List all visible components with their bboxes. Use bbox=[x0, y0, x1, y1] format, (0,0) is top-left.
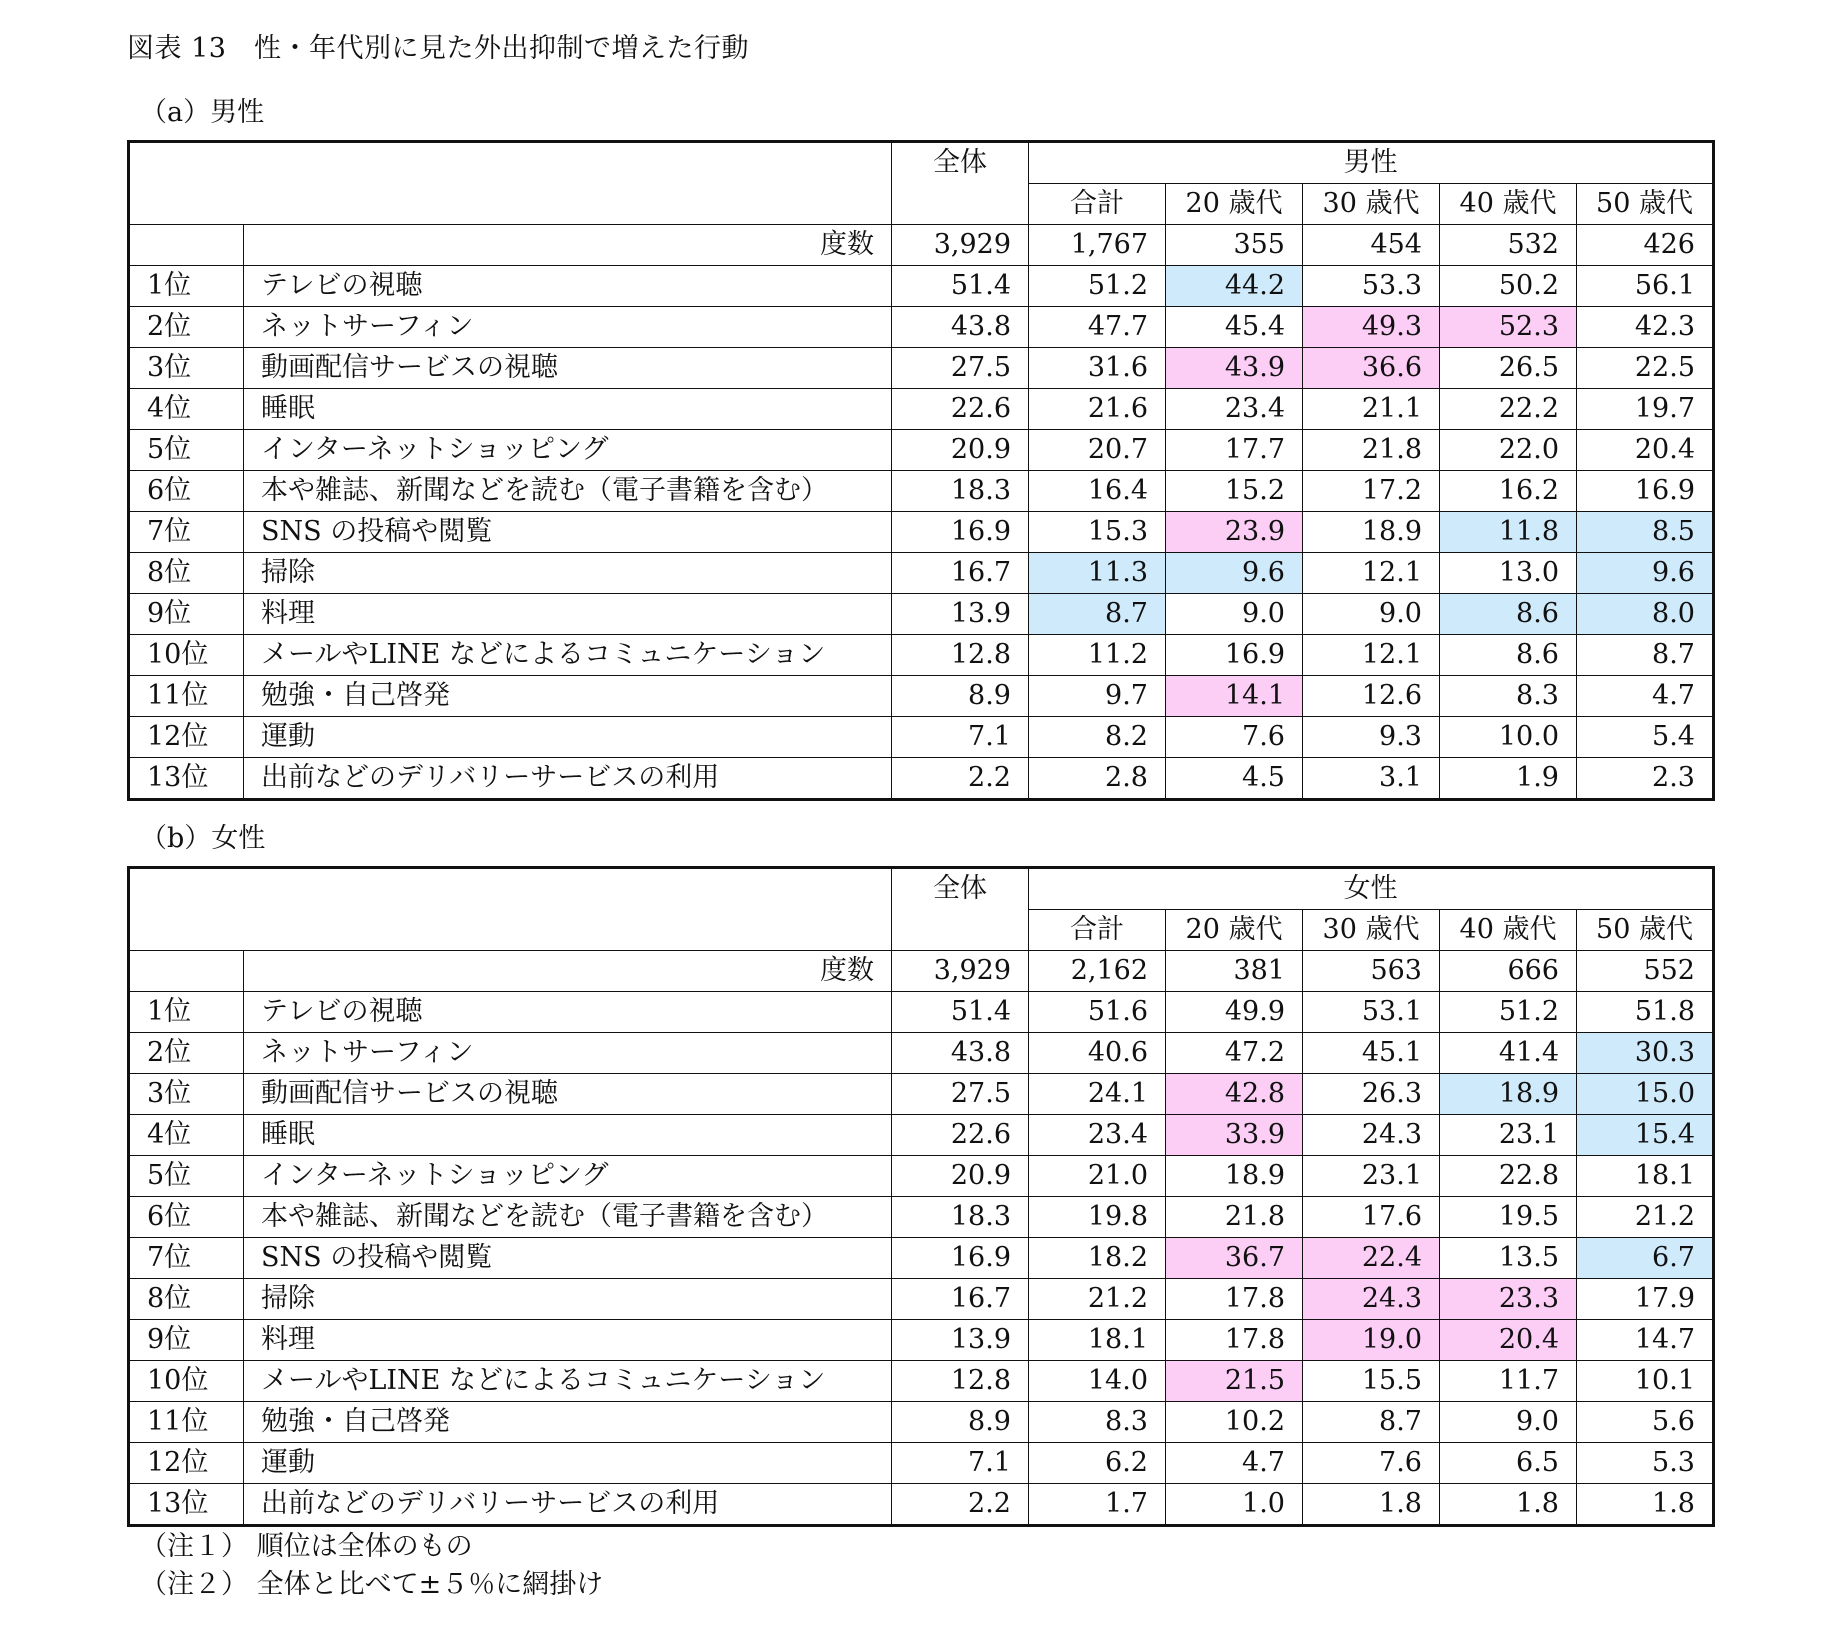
value-cell: 1.8 bbox=[1303, 1484, 1440, 1526]
rank-cell: 2位 bbox=[129, 307, 244, 348]
value-cell: 12.1 bbox=[1303, 635, 1440, 676]
table-row bbox=[129, 1115, 1714, 1156]
value-cell: 9.3 bbox=[1303, 717, 1440, 758]
activity-label: インターネットショッピング bbox=[244, 430, 892, 471]
value-cell: 12.6 bbox=[1303, 676, 1440, 717]
count-rank-blank bbox=[129, 225, 244, 266]
table-row bbox=[129, 1402, 1714, 1443]
header-total: 全体 bbox=[892, 868, 1029, 951]
value-cell: 11.7 bbox=[1440, 1361, 1577, 1402]
value-cell: 47.2 bbox=[1166, 1033, 1303, 1074]
value-cell: 24.3 bbox=[1303, 1115, 1440, 1156]
table-row bbox=[129, 1074, 1714, 1115]
table-row bbox=[129, 1320, 1714, 1361]
table-row bbox=[129, 1238, 1714, 1279]
table-row bbox=[129, 389, 1714, 430]
value-cell: 12.1 bbox=[1303, 553, 1440, 594]
value-cell: 8.7 bbox=[1577, 635, 1714, 676]
activity-label: 本や雑誌、新聞などを読む（電子書籍を含む） bbox=[244, 471, 892, 512]
count-cell: 355 bbox=[1166, 225, 1303, 266]
table-row bbox=[129, 307, 1714, 348]
rank-cell: 1位 bbox=[129, 266, 244, 307]
value-cell: 22.4 bbox=[1303, 1238, 1440, 1279]
rank-cell: 1位 bbox=[129, 992, 244, 1033]
value-cell: 23.4 bbox=[1029, 1115, 1166, 1156]
count-cell: 1,767 bbox=[1029, 225, 1166, 266]
activity-label: インターネットショッピング bbox=[244, 1156, 892, 1197]
value-cell: 49.9 bbox=[1166, 992, 1303, 1033]
rank-cell: 4位 bbox=[129, 1115, 244, 1156]
count-label: 度数 bbox=[244, 225, 892, 266]
value-cell: 16.9 bbox=[1166, 635, 1303, 676]
value-cell: 8.9 bbox=[892, 676, 1029, 717]
value-cell: 1.8 bbox=[1577, 1484, 1714, 1526]
value-cell: 6.5 bbox=[1440, 1443, 1577, 1484]
value-cell: 22.2 bbox=[1440, 389, 1577, 430]
value-cell: 50.2 bbox=[1440, 266, 1577, 307]
value-cell: 21.1 bbox=[1303, 389, 1440, 430]
value-cell: 16.7 bbox=[892, 553, 1029, 594]
value-cell: 16.9 bbox=[892, 1238, 1029, 1279]
activity-label: ネットサーフィン bbox=[244, 1033, 892, 1074]
value-cell: 16.9 bbox=[892, 512, 1029, 553]
value-cell: 31.6 bbox=[1029, 348, 1166, 389]
value-cell: 3.1 bbox=[1303, 758, 1440, 800]
value-cell: 51.6 bbox=[1029, 992, 1166, 1033]
value-cell: 21.5 bbox=[1166, 1361, 1303, 1402]
header-column: 40 歳代 bbox=[1440, 184, 1577, 225]
table-row bbox=[129, 266, 1714, 307]
table-row bbox=[129, 1484, 1714, 1526]
subtitle-women: （b）女性 bbox=[140, 823, 266, 854]
value-cell: 43.8 bbox=[892, 307, 1029, 348]
value-cell: 17.9 bbox=[1577, 1279, 1714, 1320]
value-cell: 16.9 bbox=[1577, 471, 1714, 512]
table-row bbox=[129, 348, 1714, 389]
note-1: （注１） 順位は全体のもの bbox=[140, 1531, 473, 1562]
header-blank-cell bbox=[129, 142, 892, 225]
value-cell: 49.3 bbox=[1303, 307, 1440, 348]
value-cell: 51.2 bbox=[1440, 992, 1577, 1033]
value-cell: 40.6 bbox=[1029, 1033, 1166, 1074]
count-cell: 2,162 bbox=[1029, 951, 1166, 992]
value-cell: 24.3 bbox=[1303, 1279, 1440, 1320]
value-cell: 10.0 bbox=[1440, 717, 1577, 758]
activity-label: SNS の投稿や閲覧 bbox=[244, 512, 892, 553]
value-cell: 21.0 bbox=[1029, 1156, 1166, 1197]
header-group: 女性 bbox=[1029, 868, 1714, 910]
rank-cell: 10位 bbox=[129, 1361, 244, 1402]
count-row bbox=[129, 225, 1714, 266]
table-row bbox=[129, 992, 1714, 1033]
value-cell: 20.4 bbox=[1440, 1320, 1577, 1361]
value-cell: 13.5 bbox=[1440, 1238, 1577, 1279]
activity-label: テレビの視聴 bbox=[244, 266, 892, 307]
activity-label: 運動 bbox=[244, 1443, 892, 1484]
activity-label: 睡眠 bbox=[244, 1115, 892, 1156]
rank-cell: 6位 bbox=[129, 1197, 244, 1238]
header-column: 50 歳代 bbox=[1577, 910, 1714, 951]
value-cell: 13.9 bbox=[892, 1320, 1029, 1361]
activity-label: 掃除 bbox=[244, 553, 892, 594]
value-cell: 8.9 bbox=[892, 1402, 1029, 1443]
value-cell: 51.2 bbox=[1029, 266, 1166, 307]
count-cell: 532 bbox=[1440, 225, 1577, 266]
activity-label: 出前などのデリバリーサービスの利用 bbox=[244, 758, 892, 800]
value-cell: 6.7 bbox=[1577, 1238, 1714, 1279]
activity-label: メールやLINE などによるコミュニケーション bbox=[244, 1361, 892, 1402]
rank-cell: 13位 bbox=[129, 758, 244, 800]
value-cell: 26.3 bbox=[1303, 1074, 1440, 1115]
value-cell: 24.1 bbox=[1029, 1074, 1166, 1115]
value-cell: 19.5 bbox=[1440, 1197, 1577, 1238]
rank-cell: 13位 bbox=[129, 1484, 244, 1526]
header-column: 20 歳代 bbox=[1166, 910, 1303, 951]
value-cell: 4.7 bbox=[1166, 1443, 1303, 1484]
value-cell: 17.8 bbox=[1166, 1279, 1303, 1320]
value-cell: 22.5 bbox=[1577, 348, 1714, 389]
subtitle-men: （a）男性 bbox=[140, 97, 265, 128]
count-cell: 666 bbox=[1440, 951, 1577, 992]
value-cell: 9.6 bbox=[1166, 553, 1303, 594]
count-cell: 454 bbox=[1303, 225, 1440, 266]
value-cell: 11.8 bbox=[1440, 512, 1577, 553]
value-cell: 5.3 bbox=[1577, 1443, 1714, 1484]
value-cell: 2.8 bbox=[1029, 758, 1166, 800]
value-cell: 41.4 bbox=[1440, 1033, 1577, 1074]
value-cell: 51.4 bbox=[892, 266, 1029, 307]
value-cell: 5.4 bbox=[1577, 717, 1714, 758]
value-cell: 17.6 bbox=[1303, 1197, 1440, 1238]
value-cell: 19.0 bbox=[1303, 1320, 1440, 1361]
value-cell: 43.8 bbox=[892, 1033, 1029, 1074]
rank-cell: 6位 bbox=[129, 471, 244, 512]
count-cell: 3,929 bbox=[892, 225, 1029, 266]
value-cell: 10.2 bbox=[1166, 1402, 1303, 1443]
value-cell: 15.0 bbox=[1577, 1074, 1714, 1115]
activity-label: 本や雑誌、新聞などを読む（電子書籍を含む） bbox=[244, 1197, 892, 1238]
activity-label: 運動 bbox=[244, 717, 892, 758]
header-blank-cell bbox=[129, 868, 892, 951]
value-cell: 14.0 bbox=[1029, 1361, 1166, 1402]
value-cell: 16.7 bbox=[892, 1279, 1029, 1320]
value-cell: 21.2 bbox=[1577, 1197, 1714, 1238]
activity-label: 動画配信サービスの視聴 bbox=[244, 1074, 892, 1115]
count-cell: 381 bbox=[1166, 951, 1303, 992]
value-cell: 4.7 bbox=[1577, 676, 1714, 717]
value-cell: 2.3 bbox=[1577, 758, 1714, 800]
value-cell: 18.9 bbox=[1166, 1156, 1303, 1197]
value-cell: 12.8 bbox=[892, 635, 1029, 676]
value-cell: 21.2 bbox=[1029, 1279, 1166, 1320]
value-cell: 27.5 bbox=[892, 348, 1029, 389]
table-row bbox=[129, 594, 1714, 635]
value-cell: 23.9 bbox=[1166, 512, 1303, 553]
value-cell: 11.3 bbox=[1029, 553, 1166, 594]
table-row bbox=[129, 430, 1714, 471]
value-cell: 18.1 bbox=[1577, 1156, 1714, 1197]
activity-label: ネットサーフィン bbox=[244, 307, 892, 348]
value-cell: 14.1 bbox=[1166, 676, 1303, 717]
header-column: 20 歳代 bbox=[1166, 184, 1303, 225]
table-row bbox=[129, 1279, 1714, 1320]
rank-cell: 5位 bbox=[129, 1156, 244, 1197]
value-cell: 45.4 bbox=[1166, 307, 1303, 348]
value-cell: 21.6 bbox=[1029, 389, 1166, 430]
rank-cell: 10位 bbox=[129, 635, 244, 676]
value-cell: 36.6 bbox=[1303, 348, 1440, 389]
value-cell: 18.3 bbox=[892, 471, 1029, 512]
count-cell: 426 bbox=[1577, 225, 1714, 266]
value-cell: 17.8 bbox=[1166, 1320, 1303, 1361]
value-cell: 20.9 bbox=[892, 430, 1029, 471]
value-cell: 52.3 bbox=[1440, 307, 1577, 348]
header-column: 30 歳代 bbox=[1303, 184, 1440, 225]
value-cell: 7.6 bbox=[1303, 1443, 1440, 1484]
value-cell: 23.1 bbox=[1303, 1156, 1440, 1197]
value-cell: 2.2 bbox=[892, 758, 1029, 800]
value-cell: 1.7 bbox=[1029, 1484, 1166, 1526]
value-cell: 15.5 bbox=[1303, 1361, 1440, 1402]
activity-label: 睡眠 bbox=[244, 389, 892, 430]
value-cell: 2.2 bbox=[892, 1484, 1029, 1526]
value-cell: 17.2 bbox=[1303, 471, 1440, 512]
value-cell: 9.6 bbox=[1577, 553, 1714, 594]
rank-cell: 8位 bbox=[129, 1279, 244, 1320]
value-cell: 36.7 bbox=[1166, 1238, 1303, 1279]
count-cell: 563 bbox=[1303, 951, 1440, 992]
table-row bbox=[129, 553, 1714, 594]
rank-cell: 4位 bbox=[129, 389, 244, 430]
header-column: 50 歳代 bbox=[1577, 184, 1714, 225]
activity-label: SNS の投稿や閲覧 bbox=[244, 1238, 892, 1279]
value-cell: 19.8 bbox=[1029, 1197, 1166, 1238]
value-cell: 18.2 bbox=[1029, 1238, 1166, 1279]
value-cell: 43.9 bbox=[1166, 348, 1303, 389]
value-cell: 20.9 bbox=[892, 1156, 1029, 1197]
value-cell: 15.2 bbox=[1166, 471, 1303, 512]
table-row bbox=[129, 676, 1714, 717]
notes bbox=[140, 1528, 603, 1604]
header-column: 40 歳代 bbox=[1440, 910, 1577, 951]
value-cell: 23.1 bbox=[1440, 1115, 1577, 1156]
value-cell: 18.9 bbox=[1303, 512, 1440, 553]
value-cell: 53.1 bbox=[1303, 992, 1440, 1033]
value-cell: 22.6 bbox=[892, 389, 1029, 430]
value-cell: 8.5 bbox=[1577, 512, 1714, 553]
value-cell: 26.5 bbox=[1440, 348, 1577, 389]
value-cell: 20.4 bbox=[1577, 430, 1714, 471]
value-cell: 9.7 bbox=[1029, 676, 1166, 717]
activity-label: テレビの視聴 bbox=[244, 992, 892, 1033]
value-cell: 8.0 bbox=[1577, 594, 1714, 635]
rank-cell: 9位 bbox=[129, 594, 244, 635]
value-cell: 16.4 bbox=[1029, 471, 1166, 512]
rank-cell: 12位 bbox=[129, 1443, 244, 1484]
value-cell: 6.2 bbox=[1029, 1443, 1166, 1484]
value-cell: 13.0 bbox=[1440, 553, 1577, 594]
value-cell: 22.8 bbox=[1440, 1156, 1577, 1197]
value-cell: 23.4 bbox=[1166, 389, 1303, 430]
activity-label: 出前などのデリバリーサービスの利用 bbox=[244, 1484, 892, 1526]
table-row bbox=[129, 1361, 1714, 1402]
header-group: 男性 bbox=[1029, 142, 1714, 184]
value-cell: 18.3 bbox=[892, 1197, 1029, 1238]
value-cell: 16.2 bbox=[1440, 471, 1577, 512]
value-cell: 53.3 bbox=[1303, 266, 1440, 307]
value-cell: 30.3 bbox=[1577, 1033, 1714, 1074]
men-table bbox=[127, 140, 1715, 801]
value-cell: 9.0 bbox=[1166, 594, 1303, 635]
value-cell: 27.5 bbox=[892, 1074, 1029, 1115]
header-row-group bbox=[129, 142, 1714, 184]
value-cell: 22.6 bbox=[892, 1115, 1029, 1156]
rank-cell: 8位 bbox=[129, 553, 244, 594]
activity-label: 料理 bbox=[244, 1320, 892, 1361]
value-cell: 42.8 bbox=[1166, 1074, 1303, 1115]
value-cell: 7.1 bbox=[892, 717, 1029, 758]
header-column: 合計 bbox=[1029, 910, 1166, 951]
table-row bbox=[129, 758, 1714, 800]
count-cell: 552 bbox=[1577, 951, 1714, 992]
value-cell: 23.3 bbox=[1440, 1279, 1577, 1320]
value-cell: 8.2 bbox=[1029, 717, 1166, 758]
value-cell: 14.7 bbox=[1577, 1320, 1714, 1361]
value-cell: 4.5 bbox=[1166, 758, 1303, 800]
activity-label: 勉強・自己啓発 bbox=[244, 1402, 892, 1443]
value-cell: 13.9 bbox=[892, 594, 1029, 635]
header-row-group bbox=[129, 868, 1714, 910]
count-cell: 3,929 bbox=[892, 951, 1029, 992]
women-table bbox=[127, 866, 1715, 1527]
rank-cell: 11位 bbox=[129, 1402, 244, 1443]
activity-label: 料理 bbox=[244, 594, 892, 635]
value-cell: 17.7 bbox=[1166, 430, 1303, 471]
value-cell: 21.8 bbox=[1303, 430, 1440, 471]
value-cell: 7.6 bbox=[1166, 717, 1303, 758]
rank-cell: 2位 bbox=[129, 1033, 244, 1074]
count-row bbox=[129, 951, 1714, 992]
value-cell: 15.4 bbox=[1577, 1115, 1714, 1156]
table-row bbox=[129, 471, 1714, 512]
value-cell: 11.2 bbox=[1029, 635, 1166, 676]
value-cell: 8.6 bbox=[1440, 635, 1577, 676]
activity-label: 動画配信サービスの視聴 bbox=[244, 348, 892, 389]
value-cell: 18.9 bbox=[1440, 1074, 1577, 1115]
value-cell: 42.3 bbox=[1577, 307, 1714, 348]
figure-title: 図表 13 性・年代別に見た外出抑制で増えた行動 bbox=[127, 33, 749, 64]
value-cell: 8.7 bbox=[1303, 1402, 1440, 1443]
value-cell: 20.7 bbox=[1029, 430, 1166, 471]
value-cell: 8.3 bbox=[1029, 1402, 1166, 1443]
table-row bbox=[129, 1443, 1714, 1484]
table-row bbox=[129, 1033, 1714, 1074]
value-cell: 10.1 bbox=[1577, 1361, 1714, 1402]
rank-cell: 9位 bbox=[129, 1320, 244, 1361]
value-cell: 15.3 bbox=[1029, 512, 1166, 553]
rank-cell: 12位 bbox=[129, 717, 244, 758]
value-cell: 5.6 bbox=[1577, 1402, 1714, 1443]
value-cell: 8.7 bbox=[1029, 594, 1166, 635]
header-total: 全体 bbox=[892, 142, 1029, 225]
table-row bbox=[129, 512, 1714, 553]
header-column: 30 歳代 bbox=[1303, 910, 1440, 951]
value-cell: 22.0 bbox=[1440, 430, 1577, 471]
value-cell: 9.0 bbox=[1303, 594, 1440, 635]
value-cell: 9.0 bbox=[1440, 1402, 1577, 1443]
value-cell: 33.9 bbox=[1166, 1115, 1303, 1156]
table-row bbox=[129, 717, 1714, 758]
value-cell: 1.9 bbox=[1440, 758, 1577, 800]
rank-cell: 5位 bbox=[129, 430, 244, 471]
value-cell: 19.7 bbox=[1577, 389, 1714, 430]
rank-cell: 7位 bbox=[129, 1238, 244, 1279]
value-cell: 18.1 bbox=[1029, 1320, 1166, 1361]
value-cell: 47.7 bbox=[1029, 307, 1166, 348]
count-label: 度数 bbox=[244, 951, 892, 992]
header-column: 合計 bbox=[1029, 184, 1166, 225]
value-cell: 1.8 bbox=[1440, 1484, 1577, 1526]
activity-label: 掃除 bbox=[244, 1279, 892, 1320]
value-cell: 56.1 bbox=[1577, 266, 1714, 307]
rank-cell: 11位 bbox=[129, 676, 244, 717]
value-cell: 51.4 bbox=[892, 992, 1029, 1033]
value-cell: 45.1 bbox=[1303, 1033, 1440, 1074]
rank-cell: 3位 bbox=[129, 348, 244, 389]
value-cell: 8.3 bbox=[1440, 676, 1577, 717]
table-row bbox=[129, 1197, 1714, 1238]
table-row bbox=[129, 635, 1714, 676]
value-cell: 44.2 bbox=[1166, 266, 1303, 307]
activity-label: 勉強・自己啓発 bbox=[244, 676, 892, 717]
value-cell: 8.6 bbox=[1440, 594, 1577, 635]
value-cell: 1.0 bbox=[1166, 1484, 1303, 1526]
value-cell: 12.8 bbox=[892, 1361, 1029, 1402]
table-row bbox=[129, 1156, 1714, 1197]
value-cell: 21.8 bbox=[1166, 1197, 1303, 1238]
value-cell: 51.8 bbox=[1577, 992, 1714, 1033]
rank-cell: 3位 bbox=[129, 1074, 244, 1115]
rank-cell: 7位 bbox=[129, 512, 244, 553]
count-rank-blank bbox=[129, 951, 244, 992]
note-2: （注２） 全体と比べて±５％に網掛け bbox=[140, 1569, 604, 1600]
activity-label: メールやLINE などによるコミュニケーション bbox=[244, 635, 892, 676]
value-cell: 7.1 bbox=[892, 1443, 1029, 1484]
